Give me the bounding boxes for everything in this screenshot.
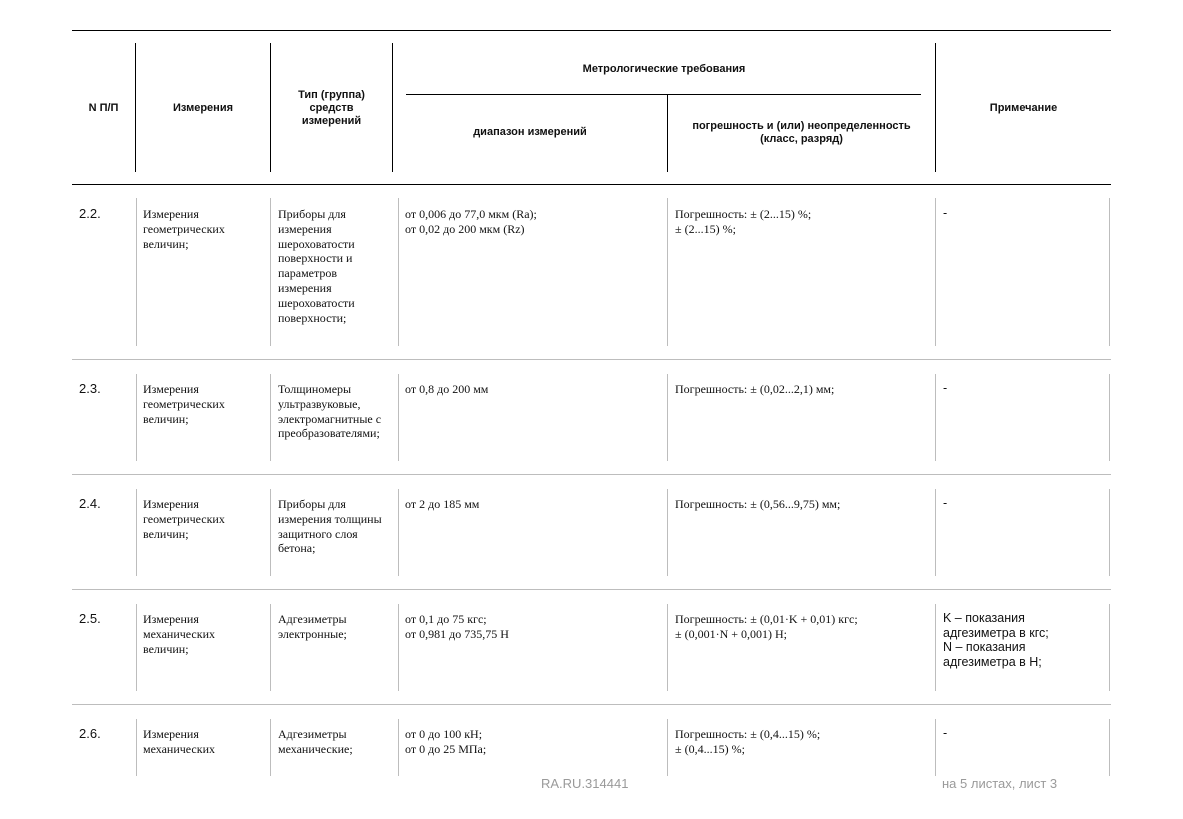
row-divider — [1109, 604, 1110, 691]
row-divider — [270, 719, 271, 776]
row-instrument-type: Адгезиметры электронные; — [278, 612, 347, 641]
row-divider — [667, 489, 668, 576]
row-divider — [667, 719, 668, 776]
row-divider — [398, 374, 399, 461]
row-divider — [935, 198, 936, 346]
row-divider — [136, 374, 137, 461]
header-instrument-type: Тип (группа) средств измерений — [298, 89, 365, 127]
row-note: K – показания адгезиметра в кгс; N – показания адгезиметра в Н; — [943, 611, 1049, 669]
row-divider — [136, 719, 137, 776]
row-divider — [667, 198, 668, 346]
row-note: - — [943, 381, 948, 395]
row-instrument-type: Приборы для измерения толщины защитного слоя бетона; — [278, 497, 382, 556]
row-instrument-type: Толщиномеры ультразвуковые, электромагнитные с преобразователями; — [278, 382, 382, 441]
header-accuracy: погрешность и (или) неопределенность (класс, разряд) — [692, 120, 911, 145]
row-note: - — [943, 206, 948, 220]
row-number: 2.4. — [79, 496, 101, 511]
row-divider — [935, 719, 936, 776]
row-separator — [72, 704, 1111, 705]
row-accuracy: Погрешность: ± (0,02...2,1) мм; — [675, 382, 835, 396]
row-measurements: Измерения геометрических величин; — [143, 497, 225, 541]
row-divider — [935, 374, 936, 461]
row-range: от 0,006 до 77,0 мкм (Ra); от 0,02 до 200 мкм (Rz) — [405, 207, 537, 236]
footer-sheets: на 5 листах, лист 3 — [942, 776, 1058, 791]
row-divider — [1109, 489, 1110, 576]
row-divider — [398, 719, 399, 776]
row-accuracy: Погрешность: ± (0,01·K + 0,01) кгс; ± (0,001·N + 0,001) Н; — [675, 612, 858, 641]
row-number: 2.6. — [79, 726, 101, 741]
row-measurements: Измерения механических — [143, 727, 216, 756]
header-metrology: Метрологические требования — [582, 63, 746, 75]
row-divider — [270, 489, 271, 576]
row-divider — [1109, 719, 1110, 776]
row-divider — [935, 604, 936, 691]
row-instrument-type: Приборы для измерения шероховатости поверхности и параметров измерения шероховатости поверхности; — [278, 207, 355, 325]
row-divider — [667, 374, 668, 461]
row-divider — [270, 604, 271, 691]
row-measurements: Измерения геометрических величин; — [143, 207, 225, 251]
header-measurements: Измерения — [172, 102, 234, 114]
metrology-subheader-line — [406, 94, 921, 95]
row-measurements: Измерения механических величин; — [143, 612, 216, 656]
row-range: от 0,8 до 200 мм — [405, 382, 489, 396]
row-range: от 2 до 185 мм — [405, 497, 480, 511]
row-divider — [270, 374, 271, 461]
row-separator — [72, 589, 1111, 590]
row-note: - — [943, 496, 948, 510]
row-accuracy: Погрешность: ± (0,4...15) %; ± (0,4...15) %; — [675, 727, 821, 756]
row-separator — [72, 474, 1111, 475]
row-accuracy: Погрешность: ± (0,56...9,75) мм; — [675, 497, 841, 511]
row-accuracy: Погрешность: ± (2...15) %; ± (2...15) %; — [675, 207, 812, 236]
row-divider — [136, 198, 137, 346]
row-divider — [136, 604, 137, 691]
header-num: N П/П — [88, 102, 119, 114]
row-range: от 0,1 до 75 кгс; от 0,981 до 735,75 Н — [405, 612, 509, 641]
row-number: 2.2. — [79, 206, 101, 221]
row-divider — [398, 489, 399, 576]
row-divider — [667, 604, 668, 691]
row-note: - — [943, 726, 948, 740]
row-divider — [398, 604, 399, 691]
row-divider — [1109, 198, 1110, 346]
row-instrument-type: Адгезиметры механические; — [278, 727, 353, 756]
header-note: Примечание — [989, 102, 1058, 114]
row-number: 2.3. — [79, 381, 101, 396]
row-divider — [136, 489, 137, 576]
row-measurements: Измерения геометрических величин; — [143, 382, 225, 426]
header-top-border — [72, 30, 1111, 31]
row-divider — [398, 198, 399, 346]
footer-doc-id: RA.RU.314441 — [541, 776, 629, 791]
header-range: диапазон измерений — [473, 126, 587, 138]
row-separator — [72, 359, 1111, 360]
row-number: 2.5. — [79, 611, 101, 626]
row-divider — [935, 489, 936, 576]
header-bottom-border — [72, 184, 1111, 185]
row-range: от 0 до 100 кН; от 0 до 25 МПа; — [405, 727, 487, 756]
row-divider — [1109, 374, 1110, 461]
row-divider — [270, 198, 271, 346]
